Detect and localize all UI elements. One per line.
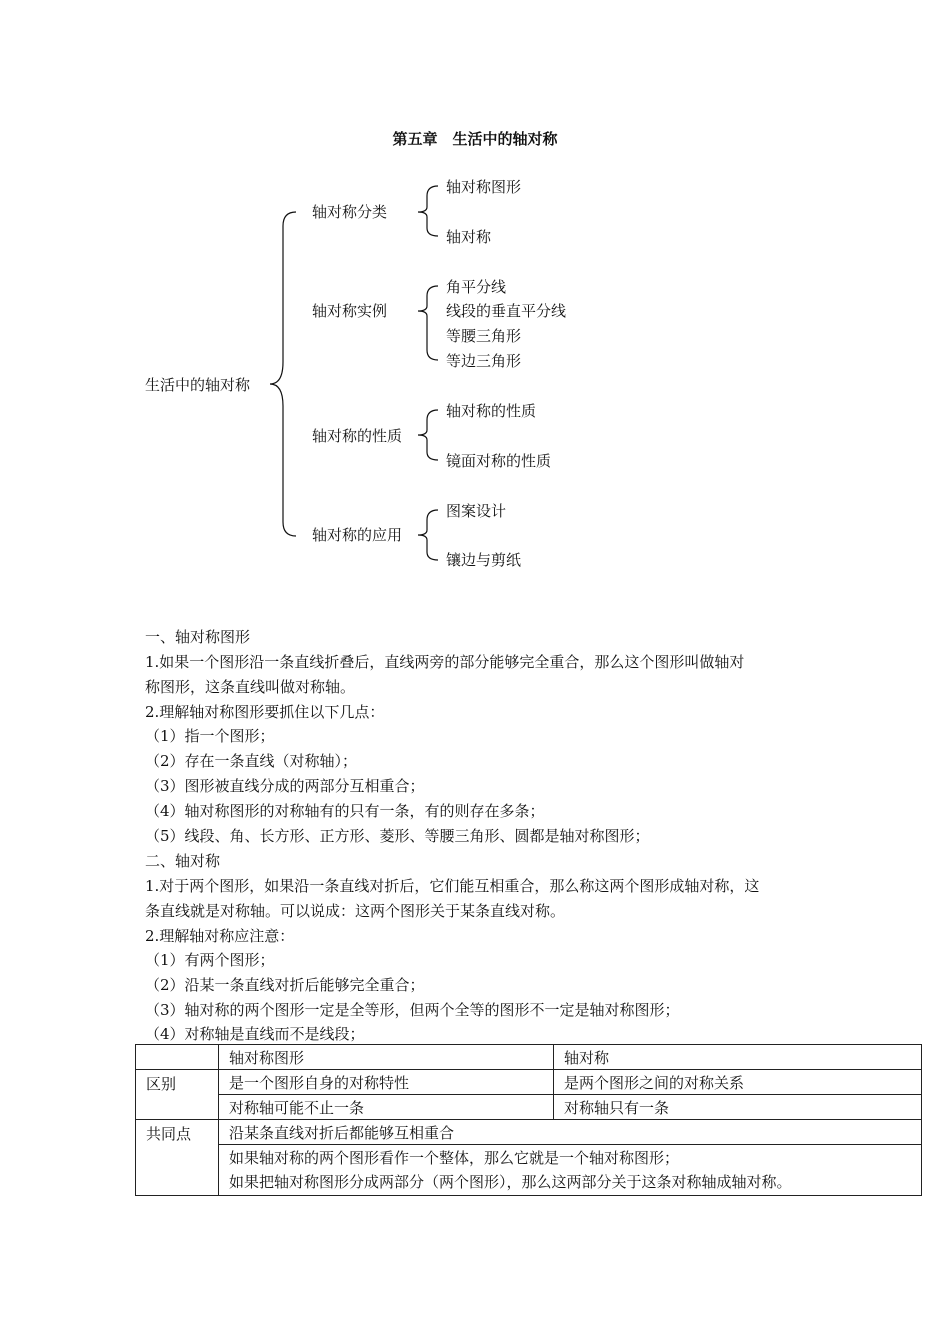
list-item: （1）有两个图形；	[145, 951, 275, 969]
mindmap-leaf: 镜面对称的性质	[446, 452, 552, 470]
table-cell: 是一个图形自身的对称特性	[219, 1070, 554, 1095]
list-item: （5）线段、角、长方形、正方形、菱形、等腰三角形、圆都是轴对称图形；	[145, 827, 650, 845]
list-item: （2）存在一条直线（对称轴）；	[145, 752, 358, 770]
table-cell	[219, 1145, 922, 1196]
table-header-row	[136, 1045, 922, 1070]
definition-line: 称图形，这条直线叫做对称轴。	[145, 678, 356, 696]
table-cell: 对称轴只有一条	[554, 1095, 922, 1120]
section-heading: 一、轴对称图形	[145, 628, 251, 646]
list-item: （1）指一个图形；	[145, 727, 275, 745]
mindmap-leaf: 轴对称的性质	[446, 402, 537, 420]
table-row	[136, 1120, 922, 1145]
common-note-line: 如果把轴对称图形分成两部分（两个图形），那么这两部分关于这条对称轴成轴对称。	[229, 1173, 792, 1191]
mindmap-leaf: 轴对称	[446, 228, 492, 246]
branch-brace-4	[418, 510, 438, 560]
table-header-cell: 轴对称	[554, 1045, 922, 1070]
common-label: 共同点	[136, 1120, 219, 1196]
table-cell: 是两个图形之间的对称关系	[554, 1070, 922, 1095]
page-title: 第五章 生活中的轴对称	[392, 130, 558, 148]
branch-brace-2	[418, 286, 438, 360]
table-cell: 对称轴可能不止一条	[219, 1095, 554, 1120]
mindmap-branch-1: 轴对称分类	[312, 203, 388, 221]
points-intro: 2.理解轴对称图形要抓住以下几点：	[145, 703, 385, 721]
table-row	[136, 1145, 922, 1196]
list-item: （3）轴对称的两个图形一定是全等形，但两个全等的图形不一定是轴对称图形；	[145, 1001, 680, 1019]
table-cell: 沿某条直线对折后都能够互相重合	[219, 1120, 922, 1145]
points-intro: 2.理解轴对称应注意：	[145, 927, 295, 945]
section-heading: 二、轴对称	[145, 852, 221, 870]
mindmap-branch-4: 轴对称的应用	[312, 526, 403, 544]
definition-line: 1.对于两个图形，如果沿一条直线对折后，它们能互相重合，那么称这两个图形成轴对称，这	[145, 877, 760, 895]
mindmap-leaf: 等边三角形	[446, 352, 522, 370]
branch-brace-1	[418, 186, 438, 236]
definition-line: 条直线就是对称轴。可以说成：这两个图形关于某条直线对称。	[145, 902, 566, 920]
definition-line: 1.如果一个图形沿一条直线折叠后，直线两旁的部分能够完全重合，那么这个图形叫做轴对	[145, 653, 745, 671]
table-header-cell	[136, 1045, 219, 1070]
comparison-table	[135, 1044, 922, 1196]
branch-brace-3	[418, 410, 438, 460]
mindmap-branch-3: 轴对称的性质	[312, 427, 403, 445]
mindmap-leaf: 镶边与剪纸	[446, 551, 522, 569]
table-row	[136, 1070, 922, 1095]
list-item: （2）沿某一条直线对折后能够完全重合；	[145, 976, 425, 994]
mindmap-leaf: 角平分线	[446, 278, 507, 296]
common-note-line: 如果轴对称的两个图形看作一个整体，那么它就是一个轴对称图形；	[229, 1149, 680, 1167]
table-row	[136, 1095, 922, 1120]
mindmap-leaf: 等腰三角形	[446, 327, 522, 345]
diff-label: 区别	[136, 1070, 219, 1120]
mindmap-root: 生活中的轴对称	[145, 376, 251, 394]
root-brace	[270, 212, 296, 536]
list-item: （4）对称轴是直线而不是线段；	[145, 1025, 365, 1043]
mindmap-leaf: 图案设计	[446, 502, 507, 520]
list-item: （3）图形被直线分成的两部分互相重合；	[145, 777, 425, 795]
mindmap-leaf: 轴对称图形	[446, 178, 522, 196]
mindmap-branch-2: 轴对称实例	[312, 302, 388, 320]
list-item: （4）轴对称图形的对称轴有的只有一条，有的则存在多条；	[145, 802, 545, 820]
mindmap-leaf: 线段的垂直平分线	[446, 302, 567, 320]
table-header-cell: 轴对称图形	[219, 1045, 554, 1070]
